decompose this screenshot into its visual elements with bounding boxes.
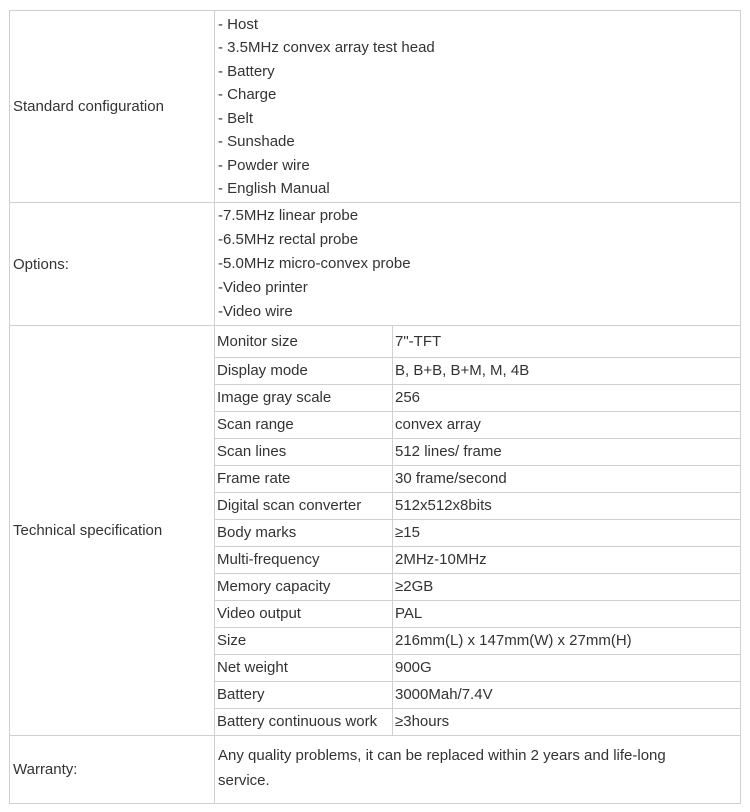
spec-row <box>215 384 740 411</box>
spec-value: 216mm(L) x 147mm(W) x 27mm(H) <box>393 627 741 654</box>
options-label: Options: <box>10 203 215 326</box>
spec-name: Digital scan converter <box>215 492 393 519</box>
spec-value: ≥15 <box>393 519 741 546</box>
spec-value: 256 <box>393 384 741 411</box>
spec-name: Scan lines <box>215 438 393 465</box>
spec-value: 512 lines/ frame <box>393 438 741 465</box>
list-item: - English Manual <box>218 180 330 197</box>
standard-configuration-list <box>215 11 741 203</box>
list-item: -Video wire <box>218 303 293 320</box>
list-item: - Charge <box>218 86 277 103</box>
spec-value: PAL <box>393 600 741 627</box>
spec-row <box>215 681 740 708</box>
spec-name: Display mode <box>215 357 393 384</box>
spec-value: 30 frame/second <box>393 465 741 492</box>
list-item: - Battery <box>218 62 275 80</box>
spec-name: Net weight <box>215 654 393 681</box>
options-row <box>10 203 741 326</box>
spec-row <box>215 627 740 654</box>
technical-specification-row <box>10 326 741 736</box>
standard-configuration-row <box>10 11 741 203</box>
spec-value: 512x512x8bits <box>393 492 741 519</box>
spec-name: Size <box>215 627 393 654</box>
warranty-cell <box>215 735 741 803</box>
spec-value: B, B+B, B+M, M, 4B <box>393 357 741 384</box>
spec-row <box>215 357 740 384</box>
list-item: -5.0MHz micro-convex probe <box>218 255 411 272</box>
technical-specification-cell <box>215 326 741 736</box>
warranty-text: Any quality problems, it can be replaced within 2 years and life-long service. <box>218 746 666 789</box>
spec-row <box>215 465 740 492</box>
spec-name: Memory capacity <box>215 573 393 600</box>
spec-name: Body marks <box>215 519 393 546</box>
spec-name: Image gray scale <box>215 384 393 411</box>
spec-value: 3000Mah/7.4V <box>393 681 741 708</box>
list-item: - Sunshade <box>218 133 295 150</box>
list-item: -7.5MHz linear probe <box>218 207 359 224</box>
list-item: - Belt <box>218 109 254 127</box>
list-item: - Powder wire <box>218 156 310 174</box>
spec-subtable <box>215 326 740 735</box>
spec-name: Video output <box>215 600 393 627</box>
spec-row <box>215 411 740 438</box>
spec-value: ≥2GB <box>393 573 741 600</box>
spec-row <box>215 600 740 627</box>
spec-row <box>215 708 740 735</box>
options-list <box>215 203 741 326</box>
spec-name: Scan range <box>215 411 393 438</box>
spec-value: 900G <box>393 654 741 681</box>
list-item: - Host <box>218 15 259 33</box>
list-item: - 3.5MHz convex array test head <box>218 39 435 56</box>
spec-row <box>215 546 740 573</box>
spec-row <box>215 573 740 600</box>
spec-value: 2MHz-10MHz <box>393 546 741 573</box>
spec-name: Monitor size <box>215 326 393 357</box>
spec-name: Battery continuous work <box>215 708 393 735</box>
spec-value: ≥3hours <box>393 708 741 735</box>
list-item: -6.5MHz rectal probe <box>218 231 359 248</box>
spec-name: Battery <box>215 681 393 708</box>
spec-name: Frame rate <box>215 465 393 492</box>
spec-row <box>215 654 740 681</box>
spec-row <box>215 438 740 465</box>
spec-value: convex array <box>393 411 741 438</box>
spec-name: Multi-frequency <box>215 546 393 573</box>
spec-value: 7"-TFT <box>393 326 741 357</box>
standard-configuration-label: Standard configuration <box>10 11 215 203</box>
spec-row <box>215 492 740 519</box>
spec-row <box>215 326 740 357</box>
warranty-label: Warranty: <box>10 735 215 803</box>
spec-table <box>9 10 741 804</box>
technical-specification-label: Technical specification <box>10 326 215 736</box>
list-item: -Video printer <box>218 279 308 296</box>
spec-row <box>215 519 740 546</box>
warranty-row <box>10 735 741 803</box>
